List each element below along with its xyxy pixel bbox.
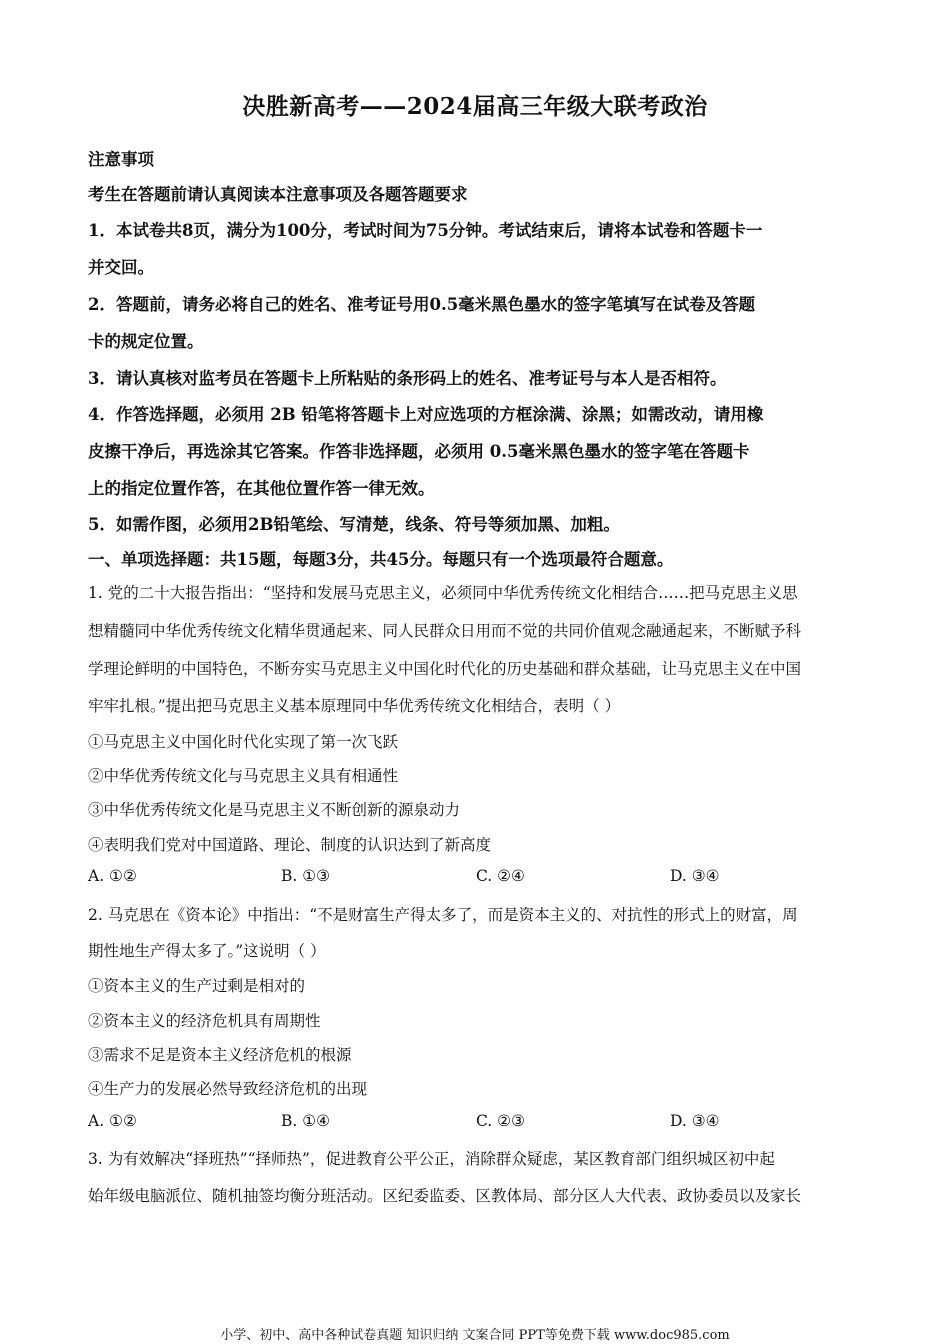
notice-line: 3．请认真核对监考员在答题卡上所粘贴的条形码上的姓名、准考证号与本人是否相符。: [88, 369, 727, 388]
question-2-text: 2. 马克思在《资本论》中指出：“不是财富生产得太多了，而是资本主义的、对抗性的形式上的财富，周: [88, 906, 798, 924]
notice-line: 并交回。: [88, 258, 154, 277]
exam-title: 决胜新高考——2024届高三年级大联考政治: [242, 93, 708, 120]
option-a: A. ①②: [88, 1112, 137, 1130]
notice-line: 卡的规定位置。: [88, 332, 204, 351]
option-c: C. ②④: [476, 867, 525, 885]
notice-line: 皮擦干净后，再选涂其它答案。作答非选择题，必须用 0.5毫米黑色墨水的签字笔在答题卡: [88, 442, 750, 461]
question-1-text: 学理论鲜明的中国特色，不断夯实马克思主义中国化时代化的历史基础和群众基础，让马克思主义在中国: [88, 660, 802, 678]
notice-line: 上的指定位置作答，在其他位置作答一律无效。: [88, 479, 435, 498]
question-2-statement: ①资本主义的生产过剩是相对的: [88, 977, 306, 995]
question-2-text: 期性地生产得太多了。”这说明（ ）: [88, 942, 326, 960]
option-c: C. ②③: [476, 1112, 525, 1130]
question-3-text: 始年级电脑派位、随机抽签均衡分班活动。区纪委监委、区教体局、部分区人大代表、政协委员以及家长: [88, 1187, 802, 1205]
notice-line: 4．作答选择题，必须用 2B 铅笔将答题卡上对应选项的方框涂满、涂黑；如需改动，请用橡: [88, 405, 764, 424]
notice-line: 1．本试卷共8页，满分为100分，考试时间为75分钟。考试结束后，请将本试卷和答题卡一: [88, 221, 763, 240]
option-a: A. ①②: [88, 867, 137, 885]
question-1-statement: ③中华优秀传统文化是马克思主义不断创新的源泉动力: [88, 801, 461, 819]
option-b: B. ①③: [281, 867, 331, 885]
question-2-statement: ③需求不足是资本主义经济危机的根源: [88, 1046, 352, 1064]
question-1-options: [88, 867, 868, 889]
question-3-text: 3. 为有效解决“择班热”“择师热”，促进教育公平公正，消除群众疑虑，某区教育部门组织城区初中起: [88, 1150, 775, 1168]
option-b: B. ①④: [281, 1112, 331, 1130]
question-1-text: 1. 党的二十大报告指出：“坚持和发展马克思主义，必须同中华优秀传统文化相结合……把马克思主义思: [88, 584, 798, 602]
notice-heading: 注意事项: [88, 150, 154, 169]
notice-line: 5．如需作图，必须用2B铅笔绘、写清楚，线条、符号等须加黑、加粗。: [88, 515, 620, 534]
question-1-statement: ④表明我们党对中国道路、理论、制度的认识达到了新高度: [88, 836, 492, 854]
notice-subheading: 考生在答题前请认真阅读本注意事项及各题答题要求: [88, 185, 468, 204]
option-d: D. ③④: [670, 1112, 720, 1130]
question-1-text: 想精髓同中华优秀传统文化精华贯通起来、同人民群众日用而不觉的共同价值观念融通起来，不断赋予科: [88, 622, 802, 640]
question-1-text: 牢牢扎根。”提出把马克思主义基本原理同中华优秀传统文化相结合，表明（ ）: [88, 697, 621, 715]
question-1-statement: ①马克思主义中国化时代化实现了第一次飞跃: [88, 733, 399, 751]
option-d: D. ③④: [670, 867, 720, 885]
page-footer: 小学、初中、高中各种试卷真题 知识归纳 文案合同 PPT等免费下载 www.doc985.com: [220, 1328, 730, 1343]
notice-line: 2．答题前，请务必将自己的姓名、准考证号用0.5毫米黑色墨水的签字笔填写在试卷及答题: [88, 295, 756, 314]
question-2-statement: ④生产力的发展必然导致经济危机的出现: [88, 1080, 368, 1098]
section-heading: 一、单项选择题：共15题，每题3分，共45分。每题只有一个选项最符合题意。: [88, 550, 674, 569]
question-2-statement: ②资本主义的经济危机具有周期性: [88, 1012, 321, 1030]
question-2-options: [88, 1112, 868, 1134]
question-1-statement: ②中华优秀传统文化与马克思主义具有相通性: [88, 767, 399, 785]
